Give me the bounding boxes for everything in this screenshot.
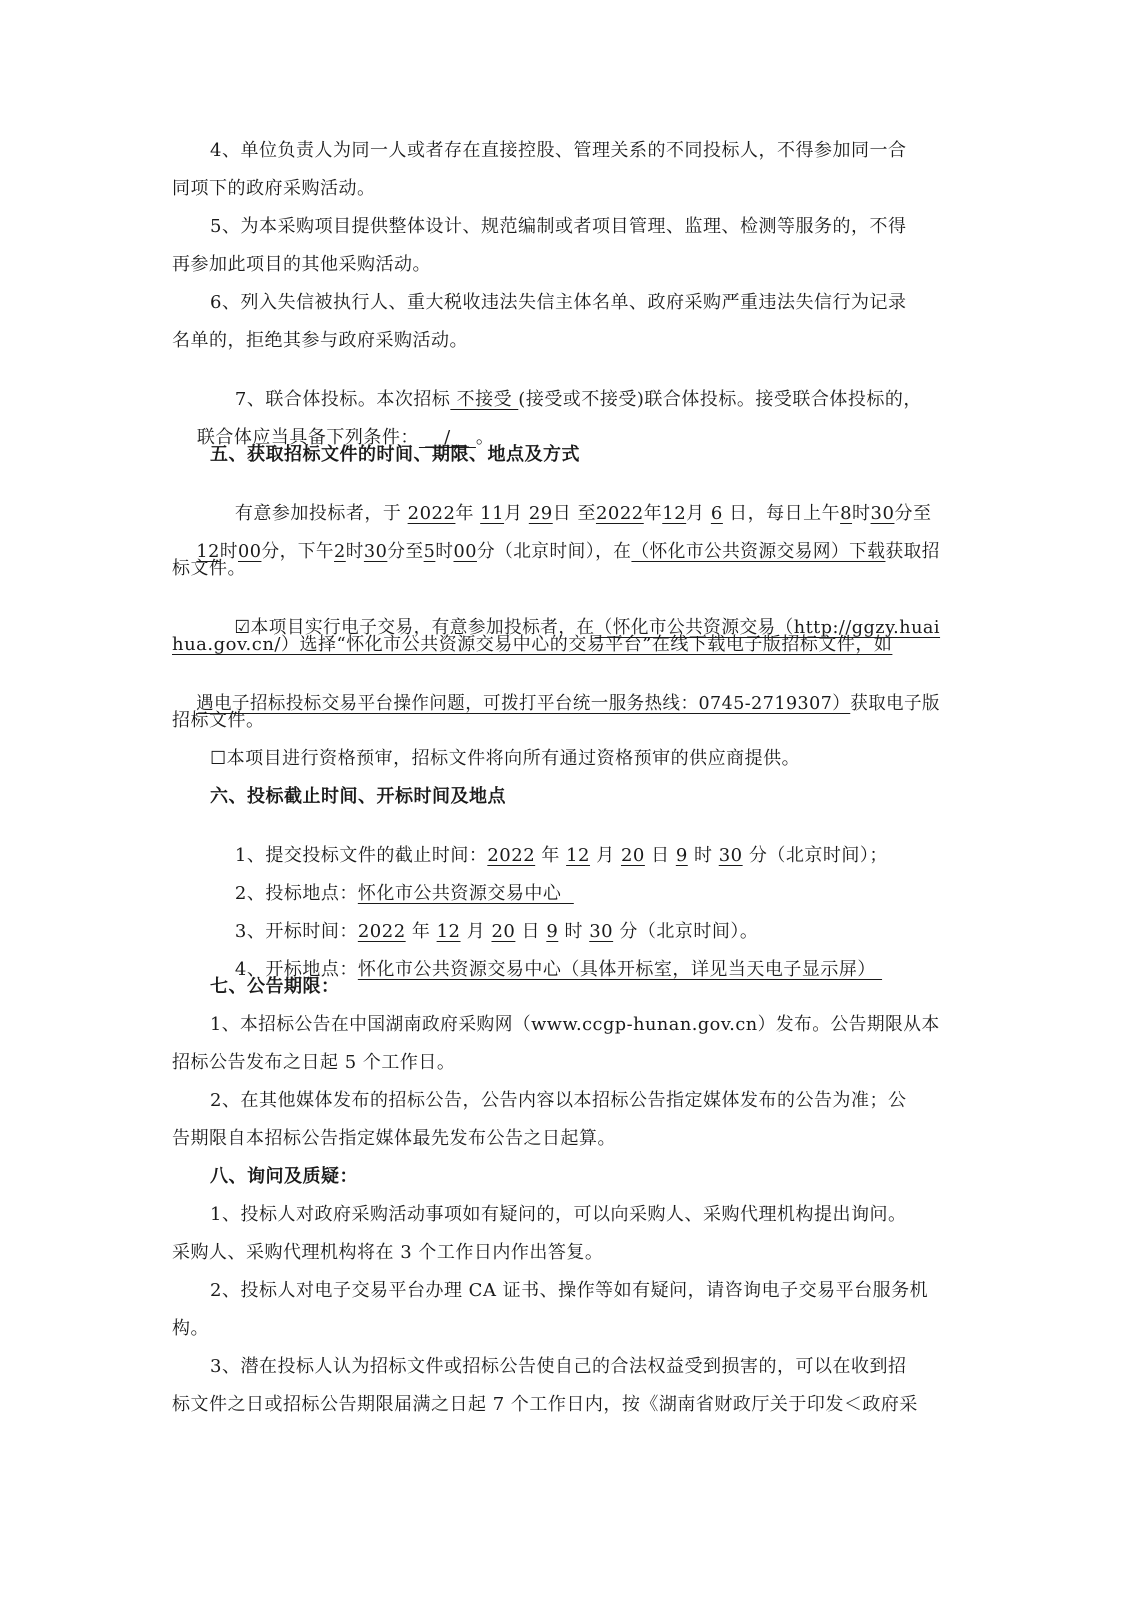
text-segment: (接受或不接受)联合体投标。接受联合体投标的，: [518, 389, 922, 410]
text-segment: 时: [558, 921, 590, 942]
clause-6-line-1: 6、列入失信被执行人、重大税收违法失信主体名单、政府采购严重违法失信行为记录: [210, 292, 907, 313]
pm-end-hour: 5: [423, 541, 436, 562]
clause-6-line-2: 名单的，拒绝其参与政府采购活动。: [172, 330, 468, 351]
text-segment: 时: [345, 541, 364, 562]
am-end-hour: 12: [196, 541, 220, 562]
text-segment: 月: [590, 845, 621, 866]
deadline-minute: 30: [718, 845, 743, 866]
text-segment: 分（北京时间）；: [742, 845, 888, 866]
pm-minute: 30: [363, 541, 388, 562]
am-minute: 30: [870, 503, 895, 524]
electronic-option-line-3: [172, 668, 940, 736]
joint-bid-value: 不接受: [450, 389, 519, 410]
am-end-minute: 00: [238, 541, 262, 562]
inquiry-2-line-2: 构。: [172, 1318, 209, 1339]
notice-period-1-line-2: 招标公告发布之日起 5 个工作日。: [172, 1052, 456, 1073]
text-segment: 获取招: [885, 541, 940, 562]
notice-period-2-line-2: 告期限自本招标公告指定媒体最先发布公告之日起算。: [172, 1128, 616, 1149]
text-segment: 7、联合体投标。本次招标: [234, 389, 451, 410]
deadline-month: 12: [566, 845, 591, 866]
text-segment: 日，每日上午: [722, 503, 841, 524]
start-month: 11: [480, 503, 505, 524]
text-segment: 日: [644, 845, 676, 866]
section-8-heading: 八、询问及质疑：: [210, 1166, 358, 1187]
pm-hour: 2: [334, 541, 346, 562]
text-segment: 。: [475, 427, 495, 448]
deadline-year: 2022: [487, 845, 536, 866]
text-segment: 分至: [894, 503, 932, 524]
pm-end-minute: 00: [453, 541, 477, 562]
text-segment: 联合体应当具备下列条件：: [196, 427, 419, 448]
text-segment: 年: [405, 921, 437, 942]
text-segment: 年: [455, 503, 481, 524]
text-segment: 分（北京时间），在: [476, 541, 632, 562]
text-segment: 时: [219, 541, 239, 562]
inquiry-3-line-2: 标文件之日或招标公告期限届满之日起 7 个工作日内，按《湖南省财政厅关于印发＜政府采: [172, 1394, 918, 1415]
end-day: 6: [710, 503, 723, 524]
text-segment: 分，下午: [261, 541, 335, 562]
hotline-info: 遇电子招标投标交易平台操作问题，可拨打平台统一服务热线：0745-2719307）: [196, 693, 851, 714]
opening-month: 12: [436, 921, 461, 942]
text-segment: 月: [460, 921, 492, 942]
opening-minute: 30: [589, 921, 614, 942]
am-hour: 8: [840, 503, 853, 524]
prequalification-option: ☐本项目进行资格预审，招标文件将向所有通过资格预审的供应商提供。: [210, 748, 801, 769]
electronic-option-line-2: hua.gov.cn/）选择“怀化市公共资源交易中心的交易平台”在线下载电子版招标文件，如: [172, 634, 893, 655]
text-segment: 分至: [387, 541, 424, 562]
start-year: 2022: [407, 503, 456, 524]
text-segment: 4、开标地点：: [234, 959, 358, 980]
notice-period-1-line-1: 1、本招标公告在中国湖南政府采购网（www.ccgp-hunan.gov.cn）发布。公告期限从本: [210, 1014, 940, 1035]
section-5-line-3: 标文件。: [172, 558, 246, 579]
start-day: 29: [528, 503, 553, 524]
section-6-heading: 六、投标截止时间、开标时间及地点: [210, 786, 506, 807]
notice-period-2-line-1: 2、在其他媒体发布的招标公告，公告内容以本招标公告指定媒体发布的公告为准；公: [210, 1090, 907, 1111]
joint-conditions-blank: __/__: [418, 427, 476, 448]
inquiry-1-line-2: 采购人、采购代理机构将在 3 个工作日内作出答复。: [172, 1242, 604, 1263]
section-5-heading: 五、获取招标文件的时间、期限、地点及方式: [210, 444, 580, 465]
text-segment: 时: [435, 541, 454, 562]
download-location: （怀化市公共资源交易网）下载: [631, 541, 886, 562]
text-segment: 月: [504, 503, 529, 524]
electronic-platform-info: （怀化市公共资源交易（http://ggzy.huai: [594, 617, 941, 638]
text-segment: 年: [643, 503, 663, 524]
clause-5-line-2: 再参加此项目的其他采购活动。: [172, 254, 431, 275]
opening-year: 2022: [357, 921, 406, 942]
text-segment: 1、提交投标文件的截止时间：: [234, 845, 488, 866]
text-segment: 获取电子版: [850, 693, 940, 714]
text-segment: 有意参加投标者，于: [234, 503, 408, 524]
text-segment: 日: [515, 921, 547, 942]
end-year: 2022: [595, 503, 644, 524]
opening-day: 20: [491, 921, 516, 942]
clause-4-line-2: 同项下的政府采购活动。: [172, 178, 376, 199]
opening-location: 怀化市公共资源交易中心（具体开标室，详见当天电子显示屏）: [357, 959, 883, 980]
inquiry-3-line-1: 3、潜在投标人认为招标文件或招标公告使自己的合法权益受到损害的，可以在收到招: [210, 1356, 907, 1377]
text-segment: 2、投标地点：: [234, 883, 358, 904]
inquiry-1-line-1: 1、投标人对政府采购活动事项如有疑问的，可以向采购人、采购代理机构提出询问。: [210, 1204, 907, 1225]
clause-4-line-1: 4、单位负责人为同一人或者存在直接控股、管理关系的不同投标人，不得参加同一合: [210, 140, 907, 161]
text-segment: 日 至: [552, 503, 596, 524]
text-segment: ☑本项目实行电子交易，有意参加投标者，在: [234, 617, 595, 638]
deadline-hour: 9: [675, 845, 688, 866]
inquiry-2-line-1: 2、投标人对电子交易平台办理 CA 证书、操作等如有疑问，请咨询电子交易平台服务机: [210, 1280, 929, 1301]
text-segment: 3、开标时间：: [234, 921, 358, 942]
text-segment: 年: [535, 845, 567, 866]
text-segment: 分（北京时间）。: [613, 921, 759, 942]
opening-hour: 9: [546, 921, 559, 942]
text-segment: 时: [687, 845, 719, 866]
end-month: 12: [662, 503, 687, 524]
clause-5-line-1: 5、为本采购项目提供整体设计、规范编制或者项目管理、监理、检测等服务的，不得: [210, 216, 907, 237]
electronic-option-line-4: 招标文件。: [172, 710, 265, 731]
bid-location: 怀化市公共资源交易中心: [357, 883, 574, 904]
text-segment: 时: [852, 503, 871, 524]
section-5-line-2: [172, 516, 940, 584]
deadline-day: 20: [620, 845, 645, 866]
text-segment: 月: [686, 503, 711, 524]
section-7-heading: 七、公告期限：: [210, 976, 340, 997]
